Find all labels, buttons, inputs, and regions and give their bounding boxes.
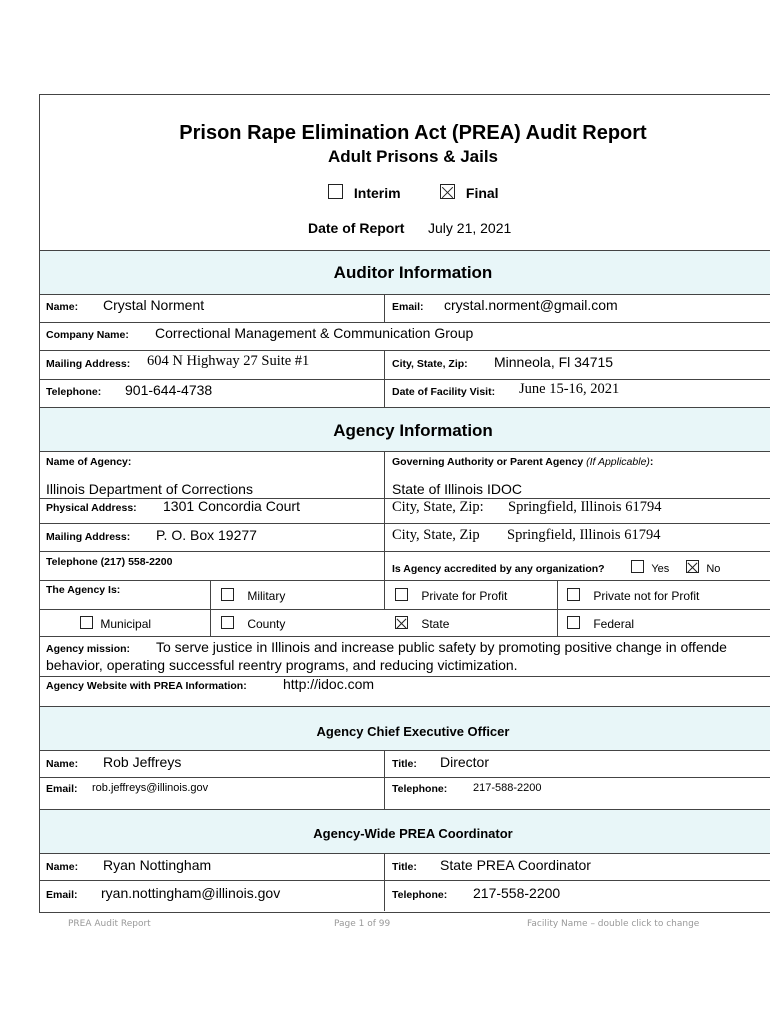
mission-line-1: To serve justice in Illinois and increase public safety by promoting positive change in offende [156,639,727,655]
agency-website[interactable]: http://idoc.com [283,676,375,692]
agency-name-label: Name of Agency: [46,456,132,468]
interim-option[interactable]: Interim [328,184,401,201]
website-label: Agency Website with PREA Information: [46,680,247,692]
type-private-nonprofit[interactable]: Private not for Profit [567,588,699,603]
accredited-no-checkbox[interactable] [686,560,699,573]
accredited-no[interactable]: No [686,560,720,575]
governing-authority-label: Governing Authority or Parent Agency (If Applicable): [392,456,654,468]
report-subtitle: Adult Prisons & Jails [327,147,499,166]
agency-mailing: P. O. Box 19277 [156,527,257,543]
agency-is-label: The Agency Is: [46,584,121,596]
type-municipal[interactable]: Municipal [80,616,151,631]
ceo-name: Rob Jeffreys [103,754,182,770]
federal-checkbox[interactable] [567,616,580,629]
military-checkbox[interactable] [221,588,234,601]
date-label: Date of Report [308,220,405,236]
type-county[interactable]: County [221,616,285,631]
coordinator-email: ryan.nottingham@illinois.gov [101,885,281,901]
mailing-csz-label: City, State, Zip [392,527,480,543]
mailing-csz: Springfield, Illinois 61794 [507,527,661,543]
ceo-email: rob.jeffreys@illinois.gov [92,782,209,794]
coordinator-email-label: Email: [46,889,78,901]
report-title: Prison Rape Elimination Act (PREA) Audit Report [179,122,647,144]
ceo-title: Director [440,754,490,770]
agency-mailing-label: Mailing Address: [46,531,131,543]
private-profit-checkbox[interactable] [395,588,408,601]
coordinator-name-label: Name: [46,861,79,873]
final-checkbox[interactable] [440,184,455,199]
auditor-name: Crystal Norment [103,297,205,313]
ceo-phone: 217-588-2200 [473,782,542,794]
coordinator-name: Ryan Nottingham [103,857,212,873]
coordinator-title: State PREA Coordinator [440,857,591,873]
final-option[interactable]: Final [440,184,499,201]
visit-date-label: Date of Facility Visit: [392,386,496,398]
auditor-mailing: 604 N Highway 27 Suite #1 [147,353,310,369]
agency-name: Illinois Department of Corrections [46,481,253,497]
footer-page-number: Page 1 of 99 [334,919,391,929]
auditor-email-label: Email: [392,301,424,313]
company-name: Correctional Management & Communication Group [155,325,474,341]
ceo-section-title: Agency Chief Executive Officer [316,724,510,739]
auditor-email: crystal.norment@gmail.com [444,297,618,313]
footer-left: PREA Audit Report [68,919,151,929]
mission-label: Agency mission: [46,643,131,655]
auditor-phone-label: Telephone: [46,386,102,398]
governing-authority: State of Illinois IDOC [392,481,522,497]
ceo-email-label: Email: [46,783,78,795]
agency-section-title: Agency Information [333,421,493,440]
type-state[interactable]: State [395,616,449,631]
agency-phone: Telephone (217) 558-2200 [46,556,173,568]
county-checkbox[interactable] [221,616,234,629]
state-checkbox[interactable] [395,616,408,629]
interim-checkbox[interactable] [328,184,343,199]
auditor-section-title: Auditor Information [333,263,493,282]
ceo-phone-label: Telephone: [392,783,448,795]
auditor-phone: 901-644-4738 [125,382,213,398]
coordinator-phone: 217-558-2200 [473,885,561,901]
coordinator-title-label: Title: [392,861,417,873]
date-value: July 21, 2021 [428,220,512,236]
auditor-mailing-label: Mailing Address: [46,358,131,370]
auditor-name-label: Name: [46,301,79,313]
accredited-yes[interactable]: Yes [631,560,669,575]
physical-address: 1301 Concordia Court [163,498,300,514]
accredited-yes-checkbox[interactable] [631,560,644,573]
type-private-profit[interactable]: Private for Profit [395,588,507,603]
ceo-title-label: Title: [392,758,417,770]
auditor-csz-label: City, State, Zip: [392,358,468,370]
coordinator-section-title: Agency-Wide PREA Coordinator [313,826,513,841]
private-nonprofit-checkbox[interactable] [567,588,580,601]
physical-csz-label: City, State, Zip: [392,499,484,515]
type-military[interactable]: Military [221,588,285,603]
ceo-name-label: Name: [46,758,79,770]
coordinator-phone-label: Telephone: [392,889,448,901]
company-label: Company Name: [46,329,129,341]
footer-facility-name[interactable]: Facility Name – double click to change [527,919,700,929]
municipal-checkbox[interactable] [80,616,93,629]
auditor-csz: Minneola, Fl 34715 [494,354,614,370]
visit-date: June 15-16, 2021 [519,381,620,397]
physical-address-label: Physical Address: [46,502,137,514]
accredited-label: Is Agency accredited by any organization? [392,563,605,575]
physical-csz: Springfield, Illinois 61794 [508,499,662,515]
mission-line-2: behavior, operating successful reentry programs, and reducing victimization. [46,657,518,673]
type-federal[interactable]: Federal [567,616,634,631]
